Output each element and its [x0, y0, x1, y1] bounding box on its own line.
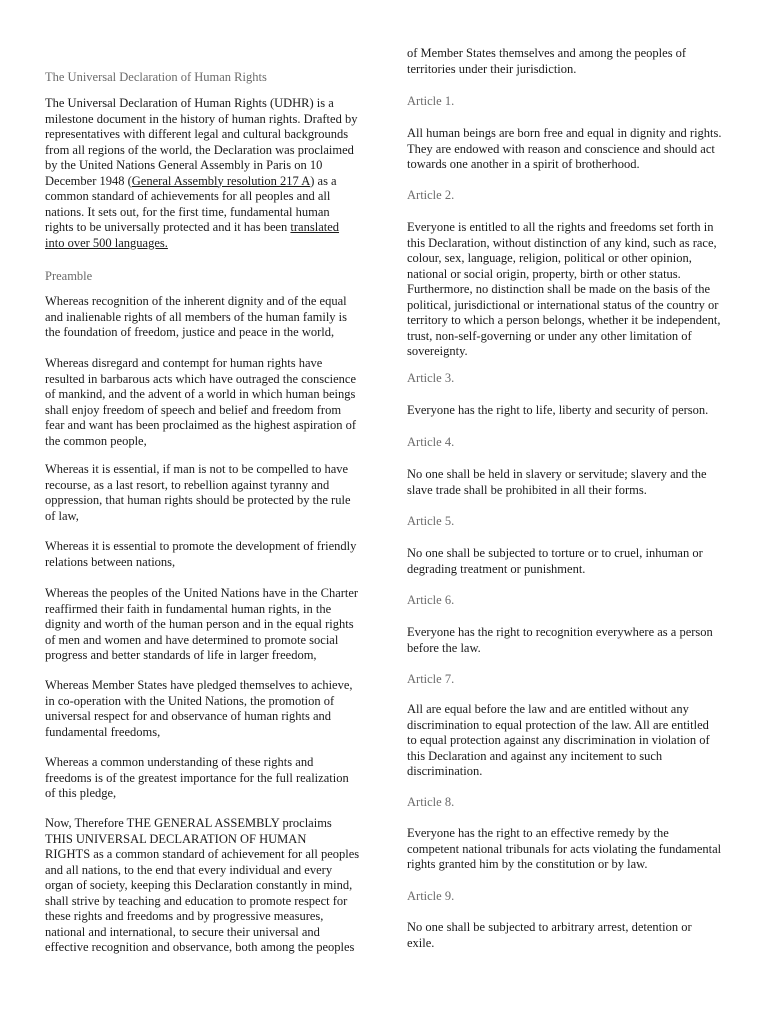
article-2-text: Everyone is entitled to all the rights and freedoms set forth in this Declaration, without distinction of any kind, such as race, colour, sex, language, religion, political or other opinion, national or social origin, property, birth or other status. Furthermore, no distinction shall be made on the basis of the political, jurisdictional or international status of the country or territory to which a person belongs, whether it be independent, trust, non-self-governing or under any other limitation of sovereignty.: [407, 220, 721, 358]
article-4-text: No one shall be held in slavery or servitude; slavery and the slave trade shall be prohibited in all their forms.: [407, 467, 707, 497]
article-2-heading: Article 2.: [407, 188, 455, 202]
article-6-text: Everyone has the right to recognition everywhere as a person before the law.: [407, 625, 713, 655]
article-4-heading: Article 4.: [407, 435, 455, 449]
preamble-paragraph-7: Whereas a common understanding of these rights and freedoms is of the greatest importance for the full realization of this pledge,: [45, 755, 349, 800]
article-7-text: All are equal before the law and are entitled without any discrimination to equal protection of the law. All are entitled to equal protection against any discrimination in violation of this Declaration and against any incitement to such discrimination.: [407, 702, 710, 778]
document-title: The Universal Declaration of Human Rights: [45, 70, 267, 84]
article-1-text: All human beings are born free and equal in dignity and rights. They are endowed with reason and conscience and should act towards one another in a spirit of brotherhood.: [407, 126, 722, 171]
intro-paragraph: [45, 96, 365, 251]
article-3-heading: Article 3.: [407, 371, 455, 385]
article-1-heading: Article 1.: [407, 94, 455, 108]
article-9-text: No one shall be subjected to arbitrary arrest, detention or exile.: [407, 920, 692, 950]
preamble-paragraph-3: Whereas it is essential, if man is not to be compelled to have recourse, as a last resort, to rebellion against tyranny and oppression, that human rights should be protected by the rule of law,: [45, 462, 351, 523]
preamble-heading: Preamble: [45, 269, 93, 283]
preamble-paragraph-4: Whereas it is essential to promote the development of friendly relations between nations,: [45, 539, 357, 569]
resolution-link[interactable]: General Assembly resolution 217 A: [131, 173, 311, 188]
intro-text-a: The Universal Declaration of Human Rights (UDHR) is a milestone document in the history of human rights. Drafted by representatives with different legal and cultural backgrounds from all regions of the world, the Declaration was proclaimed by the United Nations General Assembly in Paris on 10 December 1948 (: [45, 96, 358, 188]
preamble-paragraph-5: Whereas the peoples of the United Nations have in the Charter reaffirmed their faith in fundamental human rights, in the dignity and worth of the human person and in the equal rights of men and women and have determined to promote social progress and better standards of life in larger freedom,: [45, 586, 359, 662]
article-7-heading: Article 7.: [407, 672, 455, 686]
article-5-text: No one shall be subjected to torture or to cruel, inhuman or degrading treatment or punishment.: [407, 546, 703, 576]
translations-link[interactable]: translated into over 500 languages.: [45, 220, 340, 250]
intro-text-b: ) as a common standard of achievements for all peoples and all nations. It sets out, for the first time, fundamental human rights to be universally protected and it has been: [45, 173, 337, 234]
article-3-text: Everyone has the right to life, liberty and security of person.: [407, 403, 709, 417]
proclamation-paragraph: Now, Therefore THE GENERAL ASSEMBLY proclaims THIS UNIVERSAL DECLARATION OF HUMAN RIGHTS as a common standard of achievement for all peoples and all nations, to the end that every individual and every organ of society, keeping this Declaration constantly in mind, shall strive by teaching and education to promote respect for these rights and freedoms and by progressive measures, national and international, to secure their universal and effective recognition and observance, both among the peoples: [45, 816, 360, 954]
article-8-text: Everyone has the right to an effective remedy by the competent national tribunals for acts violating the fundamental rights granted him by the constitution or by law.: [407, 826, 722, 871]
article-6-heading: Article 6.: [407, 593, 455, 607]
preamble-paragraph-2: Whereas disregard and contempt for human rights have resulted in barbarous acts which have outraged the conscience of mankind, and the advent of a world in which human beings shall enjoy freedom of speech and belief and freedom from fear and want has been proclaimed as the highest aspiration of the common people,: [45, 356, 356, 448]
article-9-heading: Article 9.: [407, 889, 455, 903]
article-8-heading: Article 8.: [407, 795, 455, 809]
preamble-paragraph-1: Whereas recognition of the inherent dignity and of the equal and inalienable rights of all members of the human family is the foundation of freedom, justice and peace in the world,: [45, 294, 348, 339]
article-5-heading: Article 5.: [407, 514, 455, 528]
preamble-paragraph-6: Whereas Member States have pledged themselves to achieve, in co-operation with the United Nations, the promotion of universal respect for and observance of human rights and fundamental freedoms,: [45, 678, 353, 739]
continuation-paragraph: of Member States themselves and among the peoples of territories under their jurisdiction.: [407, 46, 687, 76]
